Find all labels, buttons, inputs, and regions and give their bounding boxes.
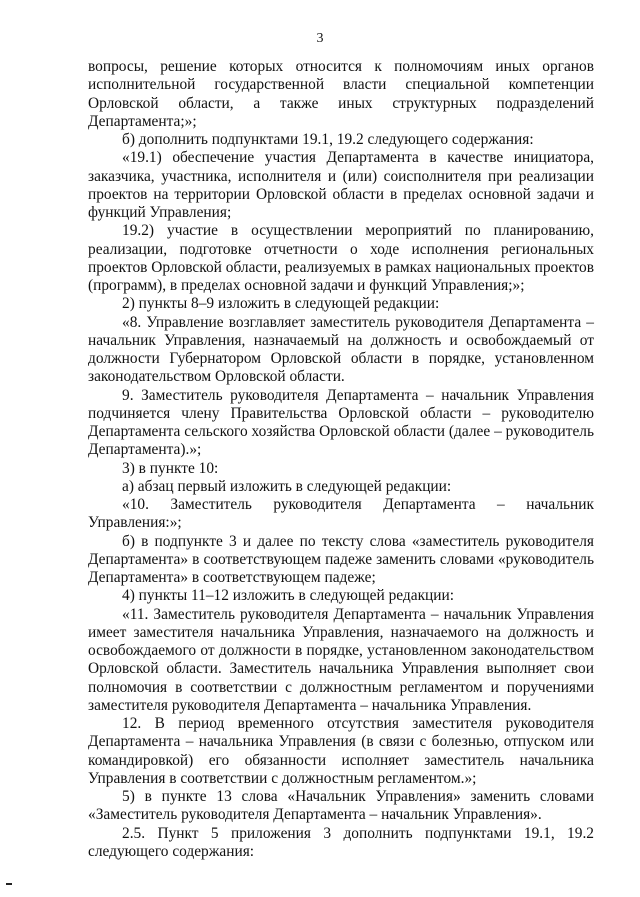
paragraph-item-3b: б) в подпункте 3 и далее по тексту слова «заместитель руководителя Департамента» в соответствующем падеже заменить словами «руководитель Департамента» в соответствующем падеже; — [88, 532, 594, 586]
paragraph-9: 9. Заместитель руководителя Департамента – начальник Управления подчиняется члену Правительства Орловской области – руководителю Департамента сельского хозяйства Орловской области (далее – руководитель Департамента).»; — [88, 386, 594, 459]
paragraph-continuation: вопросы, решение которых относится к полномочиям иных органов исполнительной государственной власти специальной компетенции Орловской области, а также иных структурных подразделений Департамента;»; — [88, 58, 594, 130]
paragraph-11: «11. Заместитель руководителя Департамента – начальник Управления имеет заместителя начальника Управления, назначаемого на должность и освобождаемого от должности в порядке, установленном законодательством Орловской области. Заместитель начальника Управления выполняет свои полномочия в соответствии с должностным регламентом и поручениями заместителя руководителя Департамента – начальника Управления. — [88, 605, 594, 714]
paragraph-8: «8. Управление возглавляет заместитель руководителя Департамента – начальник Управления, назначаемый на должность и освобождаемый от должности Губернатором Орловской области в порядке, установленном законодательством Орловской области. — [88, 313, 594, 386]
paragraph-item-3: 3) в пункте 10: — [122, 459, 219, 477]
document-body — [88, 58, 594, 861]
paragraph-item-2: 2) пункты 8–9 изложить в следующей редакции: — [122, 295, 440, 313]
paragraph-19-1: «19.1) обеспечение участия Департамента в качестве инициатора, заказчика, участника, исполнителя и (или) соисполнителя при реализации проектов на территории Орловской области в пределах основной задачи и функций Управления; — [88, 149, 594, 221]
paragraph-10: «10. Заместитель руководителя Департамента – начальник Управления:»; — [88, 496, 594, 532]
scan-mark — [6, 883, 12, 885]
paragraph-item-5: 5) в пункте 13 слова «Начальник Управления» заменить словами «Заместитель руководителя Департамента – начальник Управления». — [88, 788, 594, 824]
paragraph-12: 12. В период временного отсутствия заместителя руководителя Департамента – начальника Управления (в связи с болезнью, отпуском или командировкой) его обязанности исполняет заместитель начальника Управления в соответствии с должностным регламентом.»; — [88, 715, 594, 787]
paragraph-item-3a: а) абзац первый изложить в следующей редакции: — [122, 477, 452, 495]
paragraph-item-4: 4) пункты 11–12 изложить в следующей редакции: — [122, 587, 455, 605]
page-number: 3 — [316, 31, 324, 46]
paragraph-item-b: б) дополнить подпунктами 19.1, 19.2 следующего содержания: — [122, 131, 534, 148]
paragraph-19-2: 19.2) участие в осуществлении мероприятий по планированию, реализации, подготовке отчетности о ходе исполнения региональных проектов Орловской области, реализуемых в рамках национальных проектов (программ), в пределах основной задачи и функций Управления;»; — [88, 222, 594, 294]
paragraph-2-5: 2.5. Пункт 5 приложения 3 дополнить подпунктами 19.1, 19.2 следующего содержания: — [88, 824, 594, 860]
